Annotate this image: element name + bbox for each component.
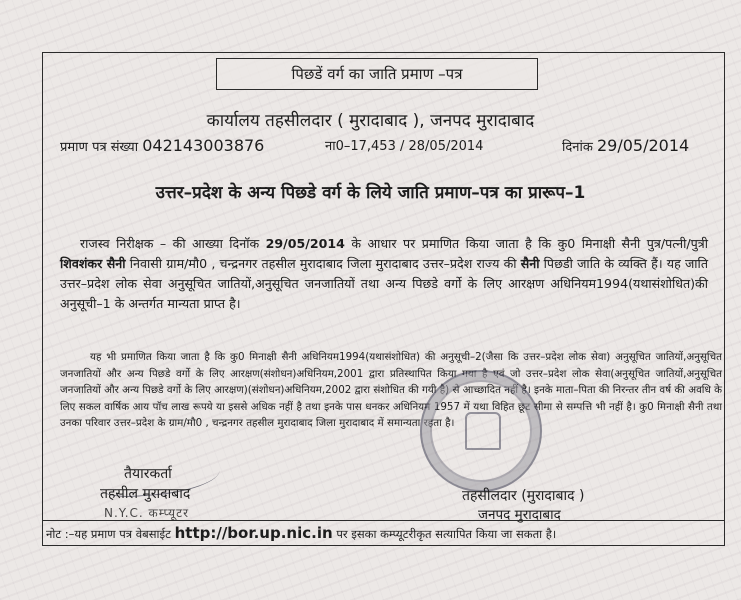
issue-date: [562, 136, 689, 155]
certificate-number-value: 042143003876: [142, 136, 265, 155]
document-title-text: पिछडें वर्ग का जाति प्रमाण –पत्र: [291, 65, 463, 83]
footer-divider: [42, 520, 724, 521]
note-suffix: पर इसका कम्प्यूटरीकृत सत्यापित किया जा सकता है।: [336, 527, 557, 541]
certificate-number-label: प्रमाण पत्र संख्या: [60, 140, 139, 155]
issue-date-label: दिनांक: [562, 140, 593, 155]
prepared-by-office: तहसील मुरादाबाद: [100, 486, 191, 502]
caste-name: सैनी: [520, 256, 540, 271]
note-prefix: नोट :–यह प्रमाण पत्र वेबसाईट: [46, 527, 171, 541]
certification-paragraph-1: राजस्व निरीक्षक – की आख्या दिनॉक 29/05/2014 के आधार पर प्रमाणित किया जाता है कि कु0 मिनाक्षी सैनी पुत्र/पत्नी/पुत्री शिवशंकर सैनी निवासी ग्राम/मौ0 , चन्द्रनगर तहसील मुरादाबाद जिला मुरादाबाद उत्तर–प्रदेश राज्य की सैनी पिछडी जाति के व्यक्ति हैं। यह जाति उत्तर–प्रदेश लोक सेवा अनुसूचित जातियों,अनुसूचित जनजातियों तथा अन्य पिछडे वर्गो के लिए आरक्षण अधिनियम1994(यथासंशोधित)की अनुसूची–1 के अन्तर्गत मान्यता प्राप्त है।: [60, 236, 708, 311]
report-date: 29/05/2014: [265, 236, 345, 251]
prepared-by-sub: N.Y.C. कम्प्यूटर: [104, 506, 190, 520]
signatory-title: तहसीलदार (मुरादाबाद ): [462, 488, 585, 504]
signatory-district: जनपद मुरादाबाद: [478, 507, 561, 523]
parent-name: शिवशंकर सैनी: [60, 256, 126, 271]
office-line: कार्यालय तहसीलदार ( मुरादाबाद ), जनपद मुरादाबाद: [206, 111, 535, 131]
certification-paragraph-2: यह भी प्रमाणित किया जाता है कि कु0 मिनाक्षी सैनी अधिनियम1994(यथासंशोधित) की अनुसूची–2(जैसा कि उत्तर–प्रदेश लोक सेवा) अनुसूचित जातियों,अनुसूचित जनजातियों और अन्य पिछडे वर्गो के लिए आरक्षण(संशोधन)अधिनियम,2001 द्वारा प्रतिस्थापित किया गया है एवं जो उत्तर–प्रदेश लोक सेवा(अनुसूचित जातियों,अनुसूचित जनजातियों और अन्य पिछडे वर्गो के लिए आरक्षण)(संशोधन)अधिनियम,2002 द्वारा संशोधित की गयी है) से आच्छादित नहीं है। इनके माता–पिता की निरन्तर तीन वर्ष की अवधि के लिए सकल वार्षिक आय पॉच लाख रूपये या इससे अधिक नहीं है तथा इनके पास धनकर अधिनियम 1957 में यथा विहित छूट सीमा से सम्पत्ति भी नहीं है। कु0 मिनाक्षी सैनी तथा उनका परिवार उत्तर–प्रदेश के ग्राम/मौ0 , चन्द्रनगर तहसील मुरादाबाद जिला मुरादाबाद में समान्यता रहता है।: [60, 351, 722, 430]
document-title: [216, 58, 538, 90]
official-seal: [420, 370, 542, 492]
verification-note: [46, 524, 722, 542]
certificate-number: [60, 136, 264, 155]
serial-number: [325, 136, 483, 154]
certificate-heading: उत्तर–प्रदेश के अन्य पिछडे वर्ग के लिये जाति प्रमाण–पत्र का प्रारूप–1: [155, 183, 586, 203]
serial-value: ना0–17,453: [325, 139, 396, 154]
state-emblem-icon: [465, 412, 501, 450]
issue-date-value: 29/05/2014: [596, 136, 690, 155]
prepared-by-label: तैयारकर्ता: [124, 466, 172, 482]
verification-link[interactable]: http://bor.up.nic.in: [174, 524, 333, 542]
serial-date: / 28/05/2014: [399, 139, 484, 154]
